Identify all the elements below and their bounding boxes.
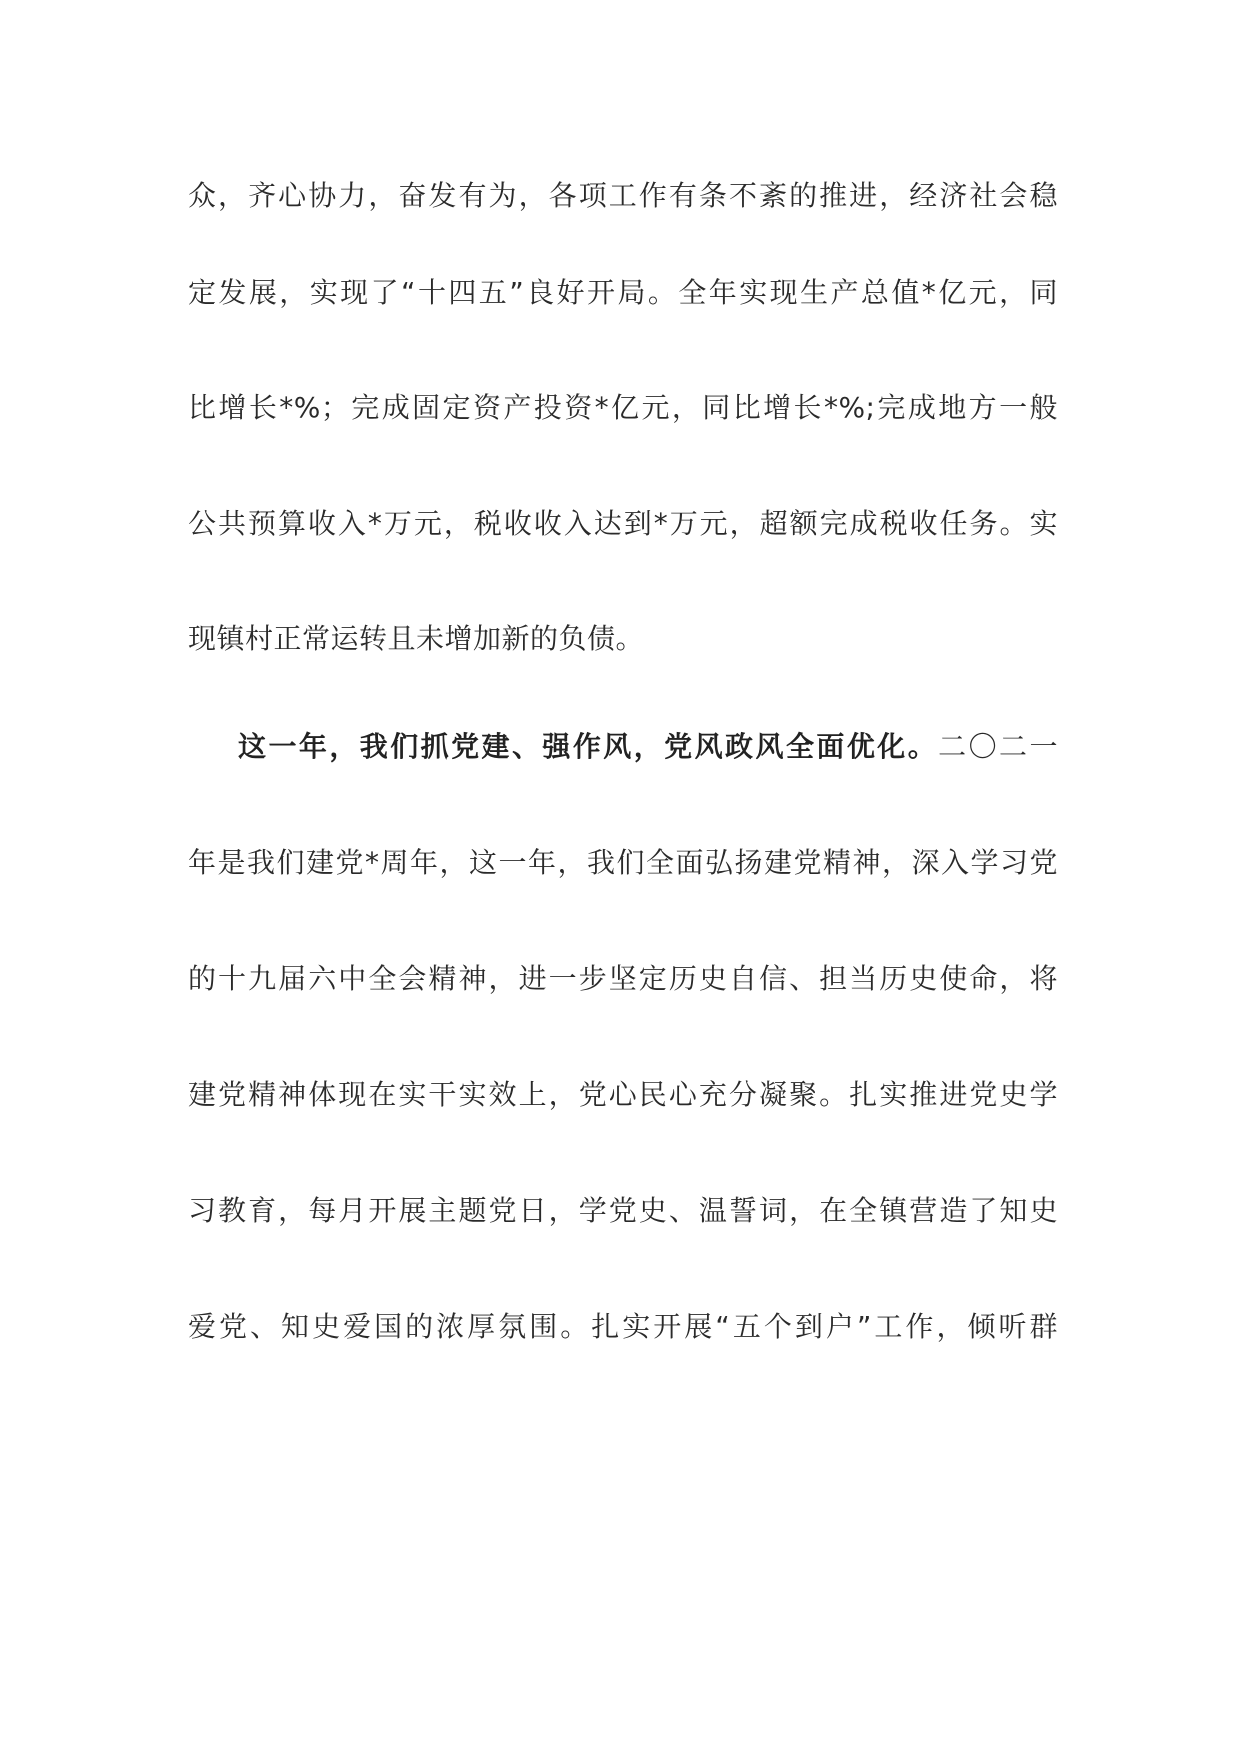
body-text-line: 的十九届六中全会精神，进一步坚定历史自信、担当历史使命，将: [188, 962, 1058, 995]
paragraph-heading: 这一年，我们抓党建、强作风，党风政风全面优化。: [238, 730, 939, 763]
body-text-line: 众，齐心协力，奋发有为，各项工作有条不紊的推进，经济社会稳: [188, 179, 1058, 212]
body-text-line: 现镇村正常运转且未增加新的负债。: [188, 622, 645, 655]
body-text-line: 公共预算收入*万元，税收收入达到*万元，超额完成税收任务。实: [188, 507, 1058, 540]
paragraph-first-line: [238, 717, 1058, 777]
body-text-line: 习教育，每月开展主题党日，学党史、温誓词，在全镇营造了知史: [188, 1194, 1058, 1227]
body-text-line: 爱党、知史爱国的浓厚氛围。扎实开展“五个到户”工作，倾听群: [188, 1310, 1058, 1343]
body-text-line: 定发展，实现了“十四五”良好开局。全年实现生产总值*亿元，同: [188, 276, 1058, 309]
paragraph-first-line-rest: 二〇二一: [938, 730, 1058, 763]
body-text-line: 比增长*%；完成固定资产投资*亿元，同比增长*%;完成地方一般: [188, 391, 1058, 424]
body-text-line: 建党精神体现在实干实效上，党心民心充分凝聚。扎实推进党史学: [188, 1078, 1058, 1111]
body-text-line: 年是我们建党*周年，这一年，我们全面弘扬建党精神，深入学习党: [188, 846, 1058, 879]
